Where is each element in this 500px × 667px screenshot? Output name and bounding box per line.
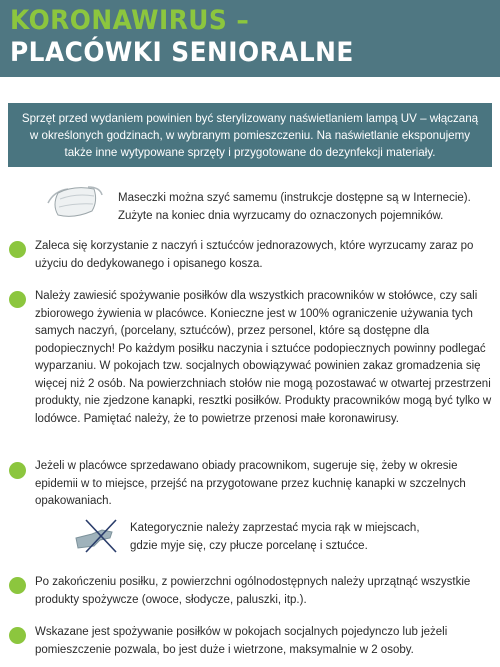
list-item: [35, 574, 493, 609]
list-item-hand-washing: [130, 520, 450, 555]
bullet-dot: [9, 462, 26, 479]
list-item-text: Kategorycznie należy zaprzestać mycia rąk w miejscach, gdzie myje się, czy płucze porcelanę i sztućce.: [130, 522, 420, 552]
bullet-dot: [9, 577, 26, 594]
bullet-dot: [9, 241, 26, 258]
list-item-text: Zaleca się korzystanie z naczyń i sztućców jednorazowych, które wyrzucamy zaraz po użyciu do dedykowanego i opisanego kosza.: [35, 240, 474, 270]
list-item-mask: [118, 190, 490, 225]
page-title-line-1: KORONAWIRUS –: [10, 5, 250, 36]
intro-box: [8, 103, 492, 167]
list-item-text: Wskazane jest spożywanie posiłków w pokojach socjalnych pojedynczo lub jeżeli pomieszczenie pozwala, bo jest duże i wietrzone, maksymalnie w 2 osoby.: [35, 626, 448, 656]
bullet-dot: [9, 291, 26, 308]
list-item-text: Maseczki można szyć samemu (instrukcje dostępne są w Internecie). Zużyte na koniec dnia wyrzucamy do oznaczonych pojemników.: [118, 192, 471, 222]
list-item: [35, 624, 493, 659]
list-item: [35, 238, 493, 273]
bullet-dot: [9, 627, 26, 644]
list-item-text: Po zakończeniu posiłku, z powierzchni ogólnodostępnych należy uprzątnąć wszystkie produkty spożywcze (owoce, słodycze, paluszki, itp.).: [35, 576, 471, 606]
list-item-text: Jeżeli w placówce sprzedawano obiady pracownikom, sugeruje się, żeby w okresie epidemii w to miejsce, przejść na przygotowane przez kuchnię kanapki w szczelnych opakowaniach.: [35, 460, 466, 507]
list-item: [35, 288, 493, 428]
header-banner: [0, 0, 500, 77]
list-item: [35, 458, 493, 511]
no-hand-washing-icon: [72, 516, 124, 556]
face-mask-icon: [44, 181, 106, 221]
list-item-text: Należy zawiesić spożywanie posiłków dla wszystkich pracowników w stołówce, czy sali zbiorowego żywienia w placówce. Konieczne jest w 100% ograniczenie używania tych samych naczyń, (porcelany, sztućców), przez personel, które są dostępne dla podopiecznych! Po każdym posiłku naczynia i sztućce podopiecznych powinny podlegać wyparzaniu. W pokojach tzw. socjalnych obowiązywać powinien zakaz gromadzenia się więcej niż 2 osób. Na powierzchniach stołów nie mogą pozostawać w otwartej przestrzeni produkty, nie zjedzone kanapki, resztki posiłków. Produkty pracowników mogą być tylko w lodówce. Pamiętać należy, że to powietrze przenosi małe koronawirusy.: [35, 290, 492, 425]
intro-text: Sprzęt przed wydaniem powinien być sterylizowany naświetlaniem lampą UV – włączaną w określonych godzinach, w wybranym pomieszczeniu. Na naświetlanie eksponujemy także inne wytypowane sprzęty i przygotowane do dezynfekcji materiały.: [21, 112, 479, 159]
page-title-line-2: PLACÓWKI SENIORALNE: [10, 37, 354, 68]
